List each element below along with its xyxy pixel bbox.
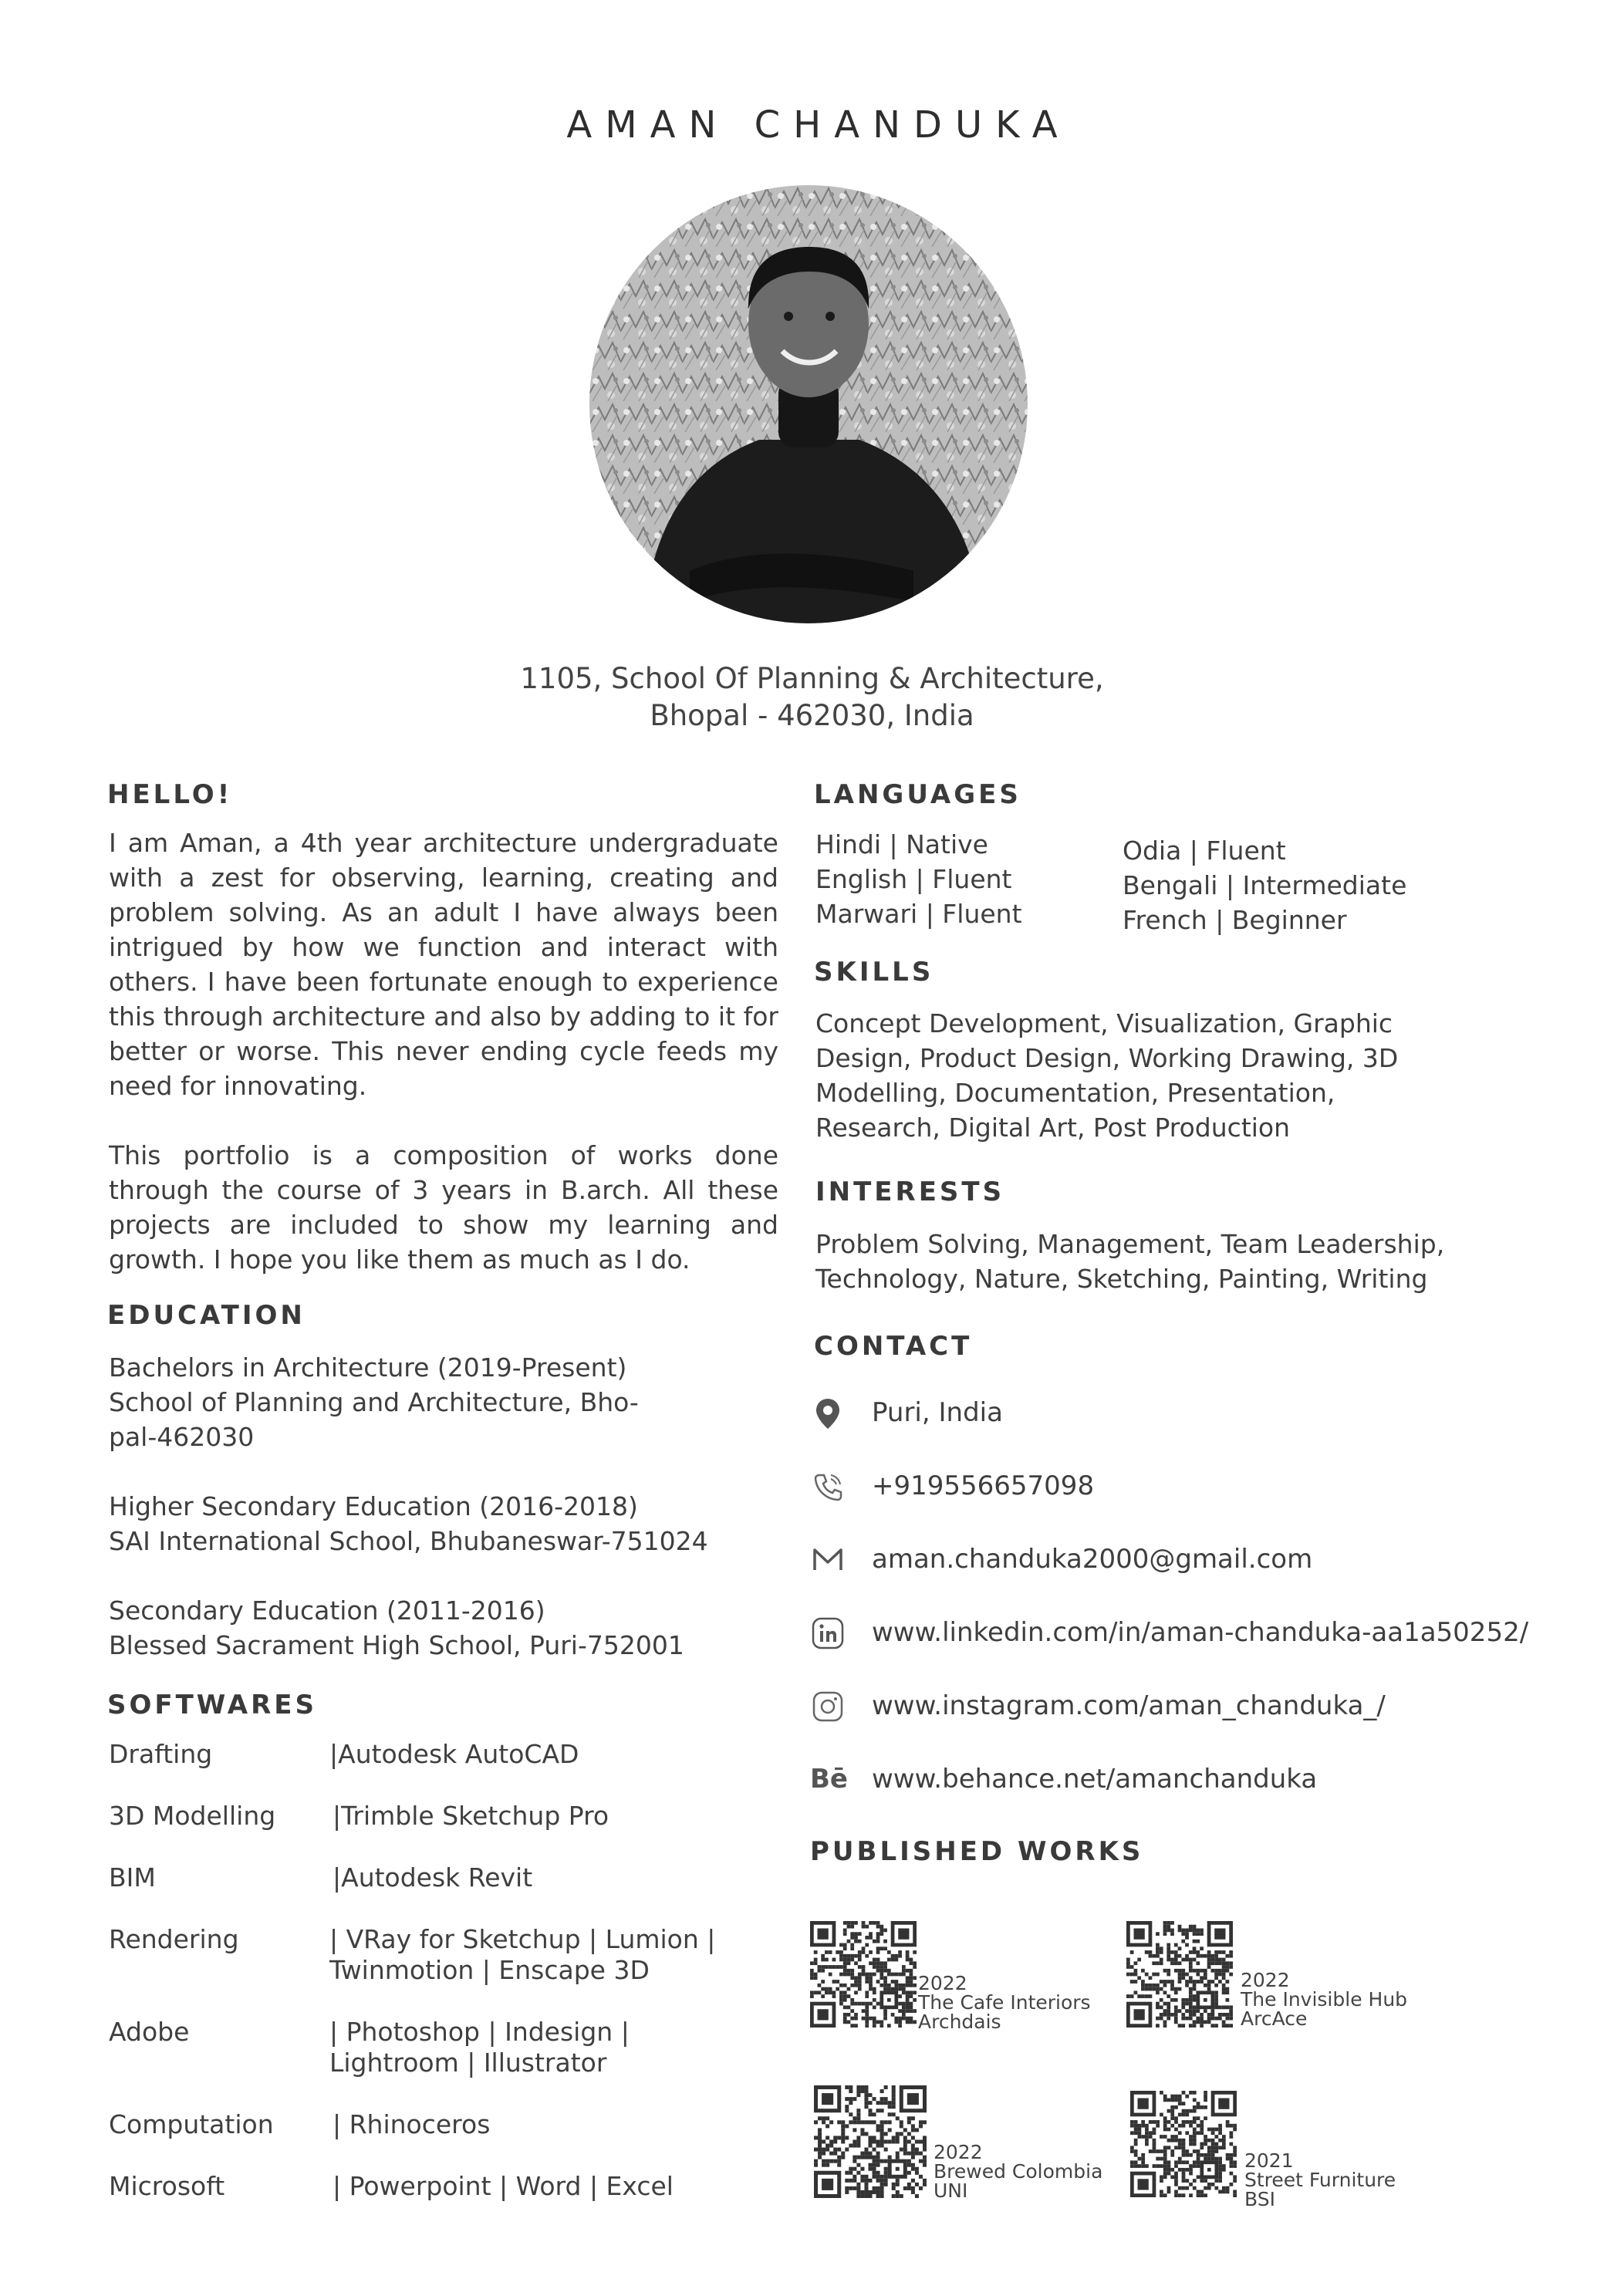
published-work-title: The Invisible Hub [1241,1988,1408,2011]
skills-heading: SKILLS [814,957,934,988]
education-entry [109,1593,803,1663]
language-item: English | Fluent [815,864,1012,894]
education-heading: EDUCATION [107,1300,306,1331]
education-institution-cont: pal-462030 [109,1422,255,1452]
published-work-item[interactable] [1130,2091,1439,2210]
software-tools: | Rhinoceros [333,2109,491,2139]
education-institution: Blessed Sacrament High School, Puri-752001 [109,1630,684,1660]
contact-location-text: Puri, India [872,1397,1003,1428]
skills-line: Concept Development, Visualization, Graphic [815,1008,1393,1038]
language-item: Hindi | Native [815,829,988,859]
contact-behance-link[interactable]: www.behance.net/amanchanduka [872,1764,1318,1795]
published-work-title: Brewed Colombia [934,2160,1103,2183]
published-work-year: 2021 [1244,2149,1294,2172]
published-work-caption [934,2142,1102,2200]
language-item: Marwari | Fluent [815,899,1022,929]
software-tools-line: Lightroom | Illustrator [329,2048,607,2078]
software-tools [329,1924,761,1986]
software-category: BIM [109,1862,156,1893]
interests-heading: INTERESTS [815,1177,1005,1207]
published-work-title: Street Furniture [1244,2169,1396,2191]
education-entry [109,1350,803,1454]
hello-paragraph-1: I am Aman, a 4th year architecture undergraduate with a zest for observing, learning, creating and problem solving. As an adult I have always been intrigued by how we function and interact with others. I have been fortunate enough to experience this through architecture and also by adding to it for better or worse. This never ending cycle feeds my need for innovating. [109,828,778,1101]
qr-code-icon[interactable] [810,1921,917,2028]
software-category: Microsoft [109,2171,225,2201]
published-work-caption [918,1974,1091,2031]
address [0,660,1624,734]
languages-column-1 [815,827,1022,931]
skills-line: Design, Product Design, Working Drawing, 3D [815,1043,1399,1073]
education-degree: Higher Secondary Education (2016-2018) [109,1491,638,1521]
education-degree: Secondary Education (2011-2016) [109,1595,545,1626]
published-work-title: The Cafe Interiors [918,1991,1091,2014]
published-work-item[interactable] [810,1921,1119,2033]
contact-instagram-link[interactable]: www.instagram.com/aman_chanduka_/ [872,1690,1386,1721]
interests-line: Problem Solving, Management, Team Leadership, [815,1229,1445,1259]
software-tools: |Autodesk Revit [333,1862,533,1893]
published-work-year: 2022 [1241,1969,1290,1991]
softwares-heading: SOFTWARES [107,1690,317,1720]
profile-photo-illustration [589,185,1028,623]
skills-list [815,1006,1572,1145]
hello-paragraph-2: This portfolio is a composition of works done through the course of 3 years in B.arch. All these projects are included to show my learning and growth. I hope you like them as much as I do. [109,1140,778,1275]
software-category: Computation [109,2109,274,2139]
education-institution: School of Planning and Architecture, Bho- [109,1387,639,1417]
interests-line: Technology, Nature, Sketching, Painting, Writing [815,1264,1428,1294]
qr-code-icon[interactable] [1130,2091,1237,2197]
address-line-2: Bhopal - 462030, India [650,699,974,732]
education-institution: SAI International School, Bhubaneswar-751024 [109,1526,708,1556]
published-work-item[interactable] [1126,1921,1435,2033]
published-work-year: 2022 [934,2141,983,2163]
interests-list [815,1227,1595,1296]
linkedin-icon [810,1616,846,1651]
phone-icon [810,1469,846,1504]
published-work-caption [1244,2151,1396,2209]
contact-linkedin-link[interactable]: www.linkedin.com/in/aman-chanduka-aa1a50252/ [872,1617,1529,1648]
education-degree: Bachelors in Architecture (2019-Present) [109,1352,627,1383]
software-tools-line: Twinmotion | Enscape 3D [329,1955,650,1985]
software-tools: | Powerpoint | Word | Excel [333,2171,674,2201]
published-work-publisher: BSI [1244,2188,1275,2210]
languages-column-2 [1123,833,1406,937]
mail-icon [810,1542,846,1578]
software-tools [329,2017,761,2078]
language-item: Odia | Fluent [1123,836,1286,866]
software-tools: |Autodesk AutoCAD [329,1739,579,1769]
resume-name: AMAN CHANDUKA [566,103,1071,147]
skills-line: Modelling, Documentation, Presentation, [815,1078,1335,1108]
software-tools-line: | VRay for Sketchup | Lumion | [329,1924,716,1954]
language-item: French | Beginner [1123,905,1347,935]
software-tools-line: | Photoshop | Indesign | [329,2017,630,2047]
software-category: 3D Modelling [109,1801,276,1831]
published-work-year: 2022 [918,1972,967,1994]
published-works-heading: PUBLISHED WORKS [810,1836,1144,1867]
behance-icon: Bē [810,1764,848,1795]
published-work-publisher: ArcAce [1241,2007,1308,2030]
language-item: Bengali | Intermediate [1123,870,1407,900]
hello-heading: HELLO! [107,779,233,810]
published-work-item[interactable] [814,2085,1123,2202]
contact-phone-text[interactable]: +919556657098 [872,1470,1095,1501]
contact-email-link[interactable]: aman.chanduka2000@gmail.com [872,1544,1313,1575]
instagram-icon [810,1689,846,1724]
qr-code-icon[interactable] [814,2085,927,2198]
location-pin-icon [810,1396,846,1431]
profile-photo [589,185,1028,623]
skills-line: Research, Digital Art, Post Production [815,1113,1291,1143]
languages-heading: LANGUAGES [814,779,1021,810]
education-entry [109,1489,803,1558]
software-category: Adobe [109,2017,190,2047]
published-work-publisher: Archdais [918,2011,1001,2033]
published-work-caption [1241,1970,1407,2028]
software-category: Rendering [109,1924,239,1954]
contact-heading: CONTACT [814,1331,973,1362]
software-tools: |Trimble Sketchup Pro [333,1801,609,1831]
published-work-publisher: UNI [934,2180,968,2202]
qr-code-icon[interactable] [1126,1921,1233,2028]
address-line-1: 1105, School Of Planning & Architecture, [520,662,1104,695]
software-category: Drafting [109,1739,213,1769]
